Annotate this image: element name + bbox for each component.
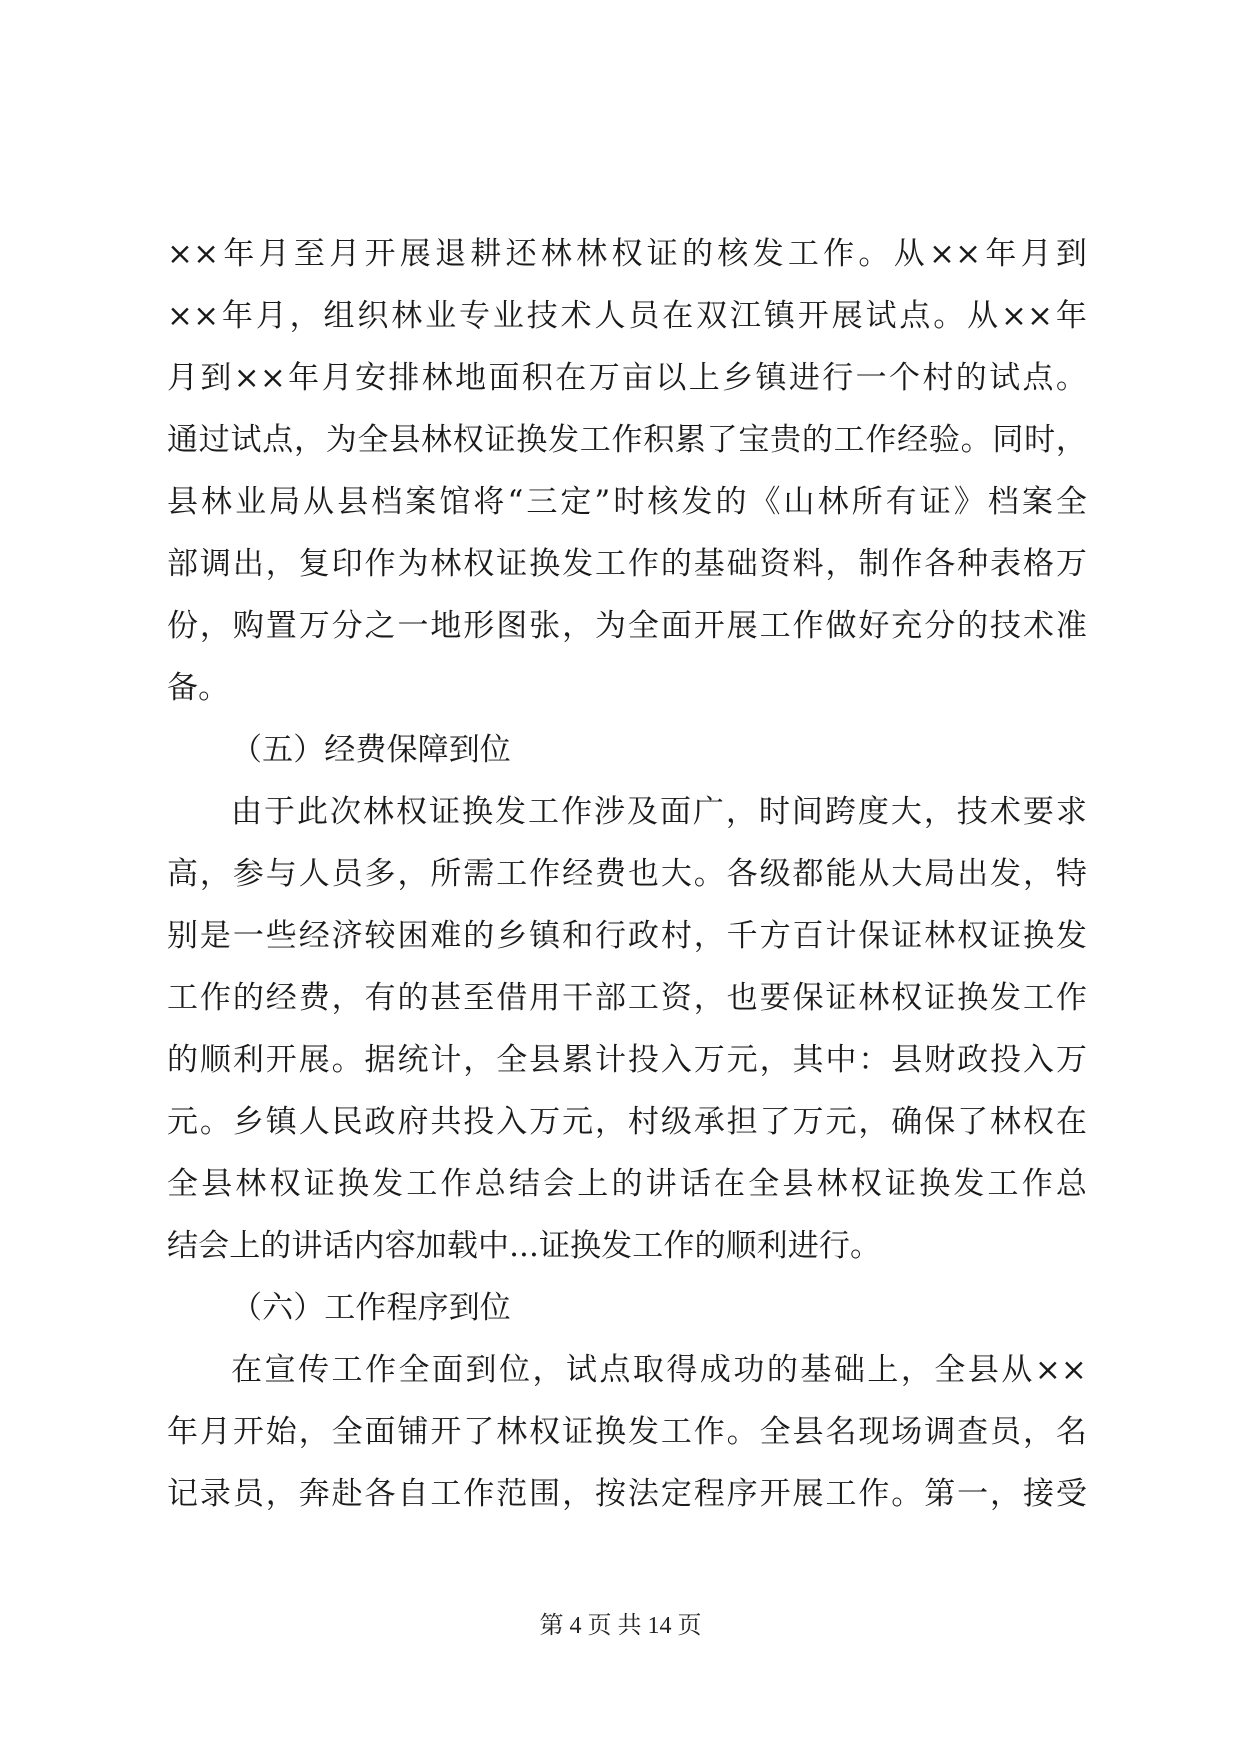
body-line: 通过试点，为全县林权证换发工作积累了宝贵的工作经验。同时，	[167, 422, 1087, 458]
document-body	[167, 223, 1087, 1525]
body-line: 工作的经费，有的甚至借用干部工资，也要保证林权证换发工作	[167, 980, 1087, 1016]
body-line: 记录员，奔赴各自工作范围，按法定程序开展工作。第一，接受	[167, 1476, 1087, 1512]
body-line: 县林业局从县档案馆将“三定”时核发的《山林所有证》档案全	[167, 484, 1087, 520]
body-line: 月到××年月安排林地面积在万亩以上乡镇进行一个村的试点。	[167, 360, 1087, 396]
paragraph-first-line: 由于此次林权证换发工作涉及面广，时间跨度大，技术要求	[231, 794, 1087, 830]
section-heading-5: （五）经费保障到位	[231, 732, 511, 768]
paragraph-first-line: 在宣传工作全面到位，试点取得成功的基础上，全县从××	[231, 1352, 1087, 1388]
body-line: 全县林权证换发工作总结会上的讲话在全县林权证换发工作总	[167, 1166, 1087, 1202]
page-number-footer: 第 4 页 共 14 页	[539, 1613, 702, 1639]
body-line: ××年月至月开展退耕还林林权证的核发工作。从××年月到	[167, 236, 1087, 272]
body-line: 部调出，复印作为林权证换发工作的基础资料，制作各种表格万	[167, 546, 1087, 582]
section-heading-6: （六）工作程序到位	[231, 1290, 511, 1326]
body-line: 份，购置万分之一地形图张，为全面开展工作做好充分的技术准	[167, 608, 1087, 644]
body-line: 元。乡镇人民政府共投入万元，村级承担了万元，确保了林权在	[167, 1104, 1087, 1140]
body-line: 备。	[167, 670, 230, 706]
body-line: 的顺利开展。据统计，全县累计投入万元，其中：县财政投入万	[167, 1042, 1087, 1078]
body-line: 别是一些经济较困难的乡镇和行政村，千方百计保证林权证换发	[167, 918, 1087, 954]
body-line: 结会上的讲话内容加载中...证换发工作的顺利进行。	[167, 1228, 882, 1264]
body-line: 年月开始，全面铺开了林权证换发工作。全县名现场调查员，名	[167, 1414, 1087, 1450]
body-line: ××年月，组织林业专业技术人员在双江镇开展试点。从××年	[167, 298, 1087, 334]
body-line: 高，参与人员多，所需工作经费也大。各级都能从大局出发，特	[167, 856, 1087, 892]
